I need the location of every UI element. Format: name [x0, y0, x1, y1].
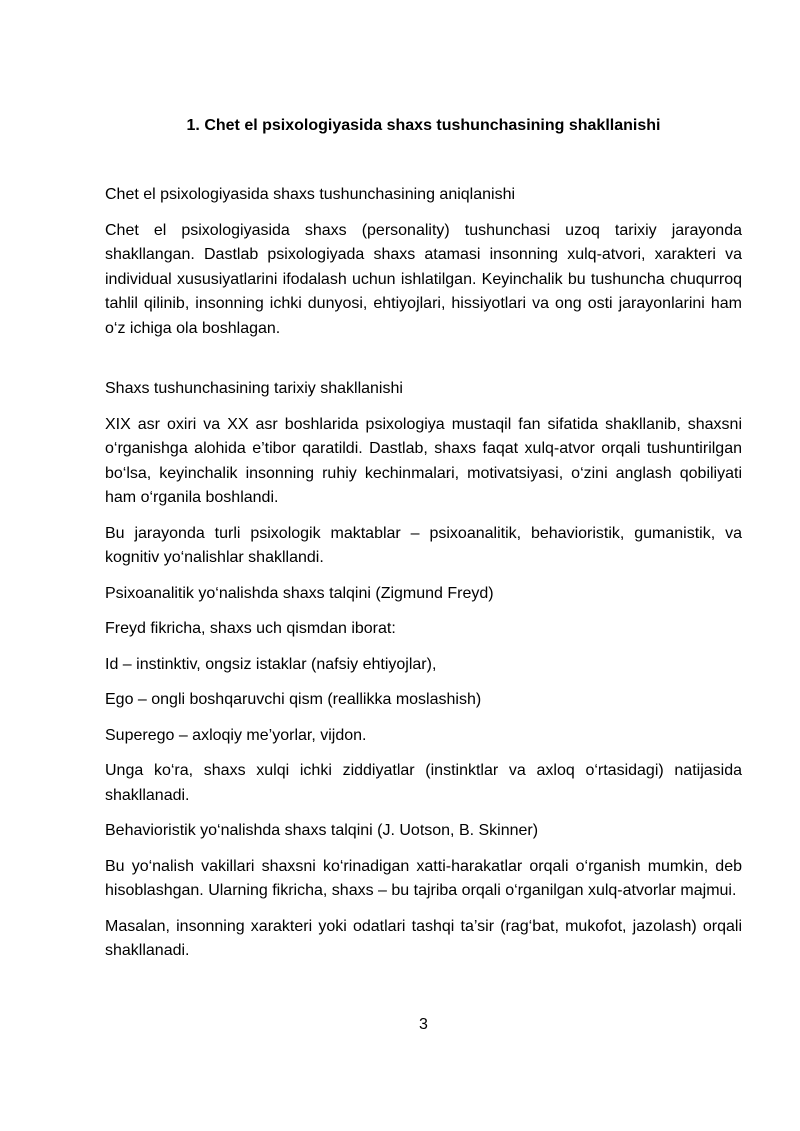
paragraph: Chet el psixologiyasida shaxs (personality) tushunchasi uzoq tarixiy jarayonda shakllangan. Dastlab psixologiyada shaxs atamasi insonning xulq-atvori, xarakteri va individual xususiyatlarini ifodalash uchun ishlatilgan. Keyinchalik bu tushuncha chuqurroq tahlil qilinib, insonning ichki dunyosi, ehtiyojlari, hissiyotlari va ong osti jarayonlarini ham o‘z ichiga ola boshlagan. [105, 221, 742, 337]
section-heading: Shaxs tushunchasining tarixiy shakllanishi [105, 380, 403, 397]
section-heading: Behavioristik yo‘nalishda shaxs talqini (J. Uotson, B. Skinner) [105, 822, 539, 839]
paragraph: Freyd fikricha, shaxs uch qismdan iborat: [105, 620, 396, 637]
document-body [105, 183, 742, 975]
list-item: Id – instinktiv, ongsiz istaklar (nafsiy ehtiyojlar), [105, 655, 437, 673]
paragraph: Bu yo‘nalish vakillari shaxsni ko‘rinadigan xatti-harakatlar orqali o‘rganish mumkin, deb hisoblashgan. Ularning fikricha, shaxs – bu tajriba orqali o‘rganilgan xulq-atvorlar majmui. [105, 857, 742, 899]
section-heading: Psixoanalitik yo‘nalishda shaxs talqini (Zigmund Freyd) [105, 584, 494, 602]
paragraph: Masalan, insonning xarakteri yoki odatlari tashqi ta’sir (rag‘bat, mukofot, jazolash) orqali shakllanadi. [105, 917, 742, 959]
paragraph: Bu jarayonda turli psixologik maktablar – psixoanalitik, behavioristik, gumanistik, va kognitiv yo‘nalishlar shakllandi. [105, 524, 742, 566]
page-number: 3 [419, 1016, 428, 1033]
paragraph: Unga ko‘ra, shaxs xulqi ichki ziddiyatlar (instinktlar va axloq o‘rtasidagi) natijasida shakllanadi. [105, 762, 742, 804]
list-item: Ego – ongli boshqaruvchi qism (reallikka moslashish) [105, 691, 482, 708]
list-item: Superego – axloqiy me’yorlar, vijdon. [105, 726, 367, 744]
paragraph: XIX asr oxiri va XX asr boshlarida psixologiya mustaqil fan sifatida shakllanib, shaxsni o‘rganishga alohida e’tibor qaratildi. Dastlab, shaxs faqat xulq-atvor orqali tushuntirilgan bo‘lsa, keyinchalik insonning ruhiy kechinmalari, motivatsiyasi, o‘zini anglash qobiliyati ham o‘rganila boshlandi. [105, 415, 742, 506]
section-heading: Chet el psixologiyasida shaxs tushunchasining aniqlanishi [105, 186, 516, 203]
document-title: 1. Chet el psixologiyasida shaxs tushunchasining shakllanishi [186, 117, 661, 134]
